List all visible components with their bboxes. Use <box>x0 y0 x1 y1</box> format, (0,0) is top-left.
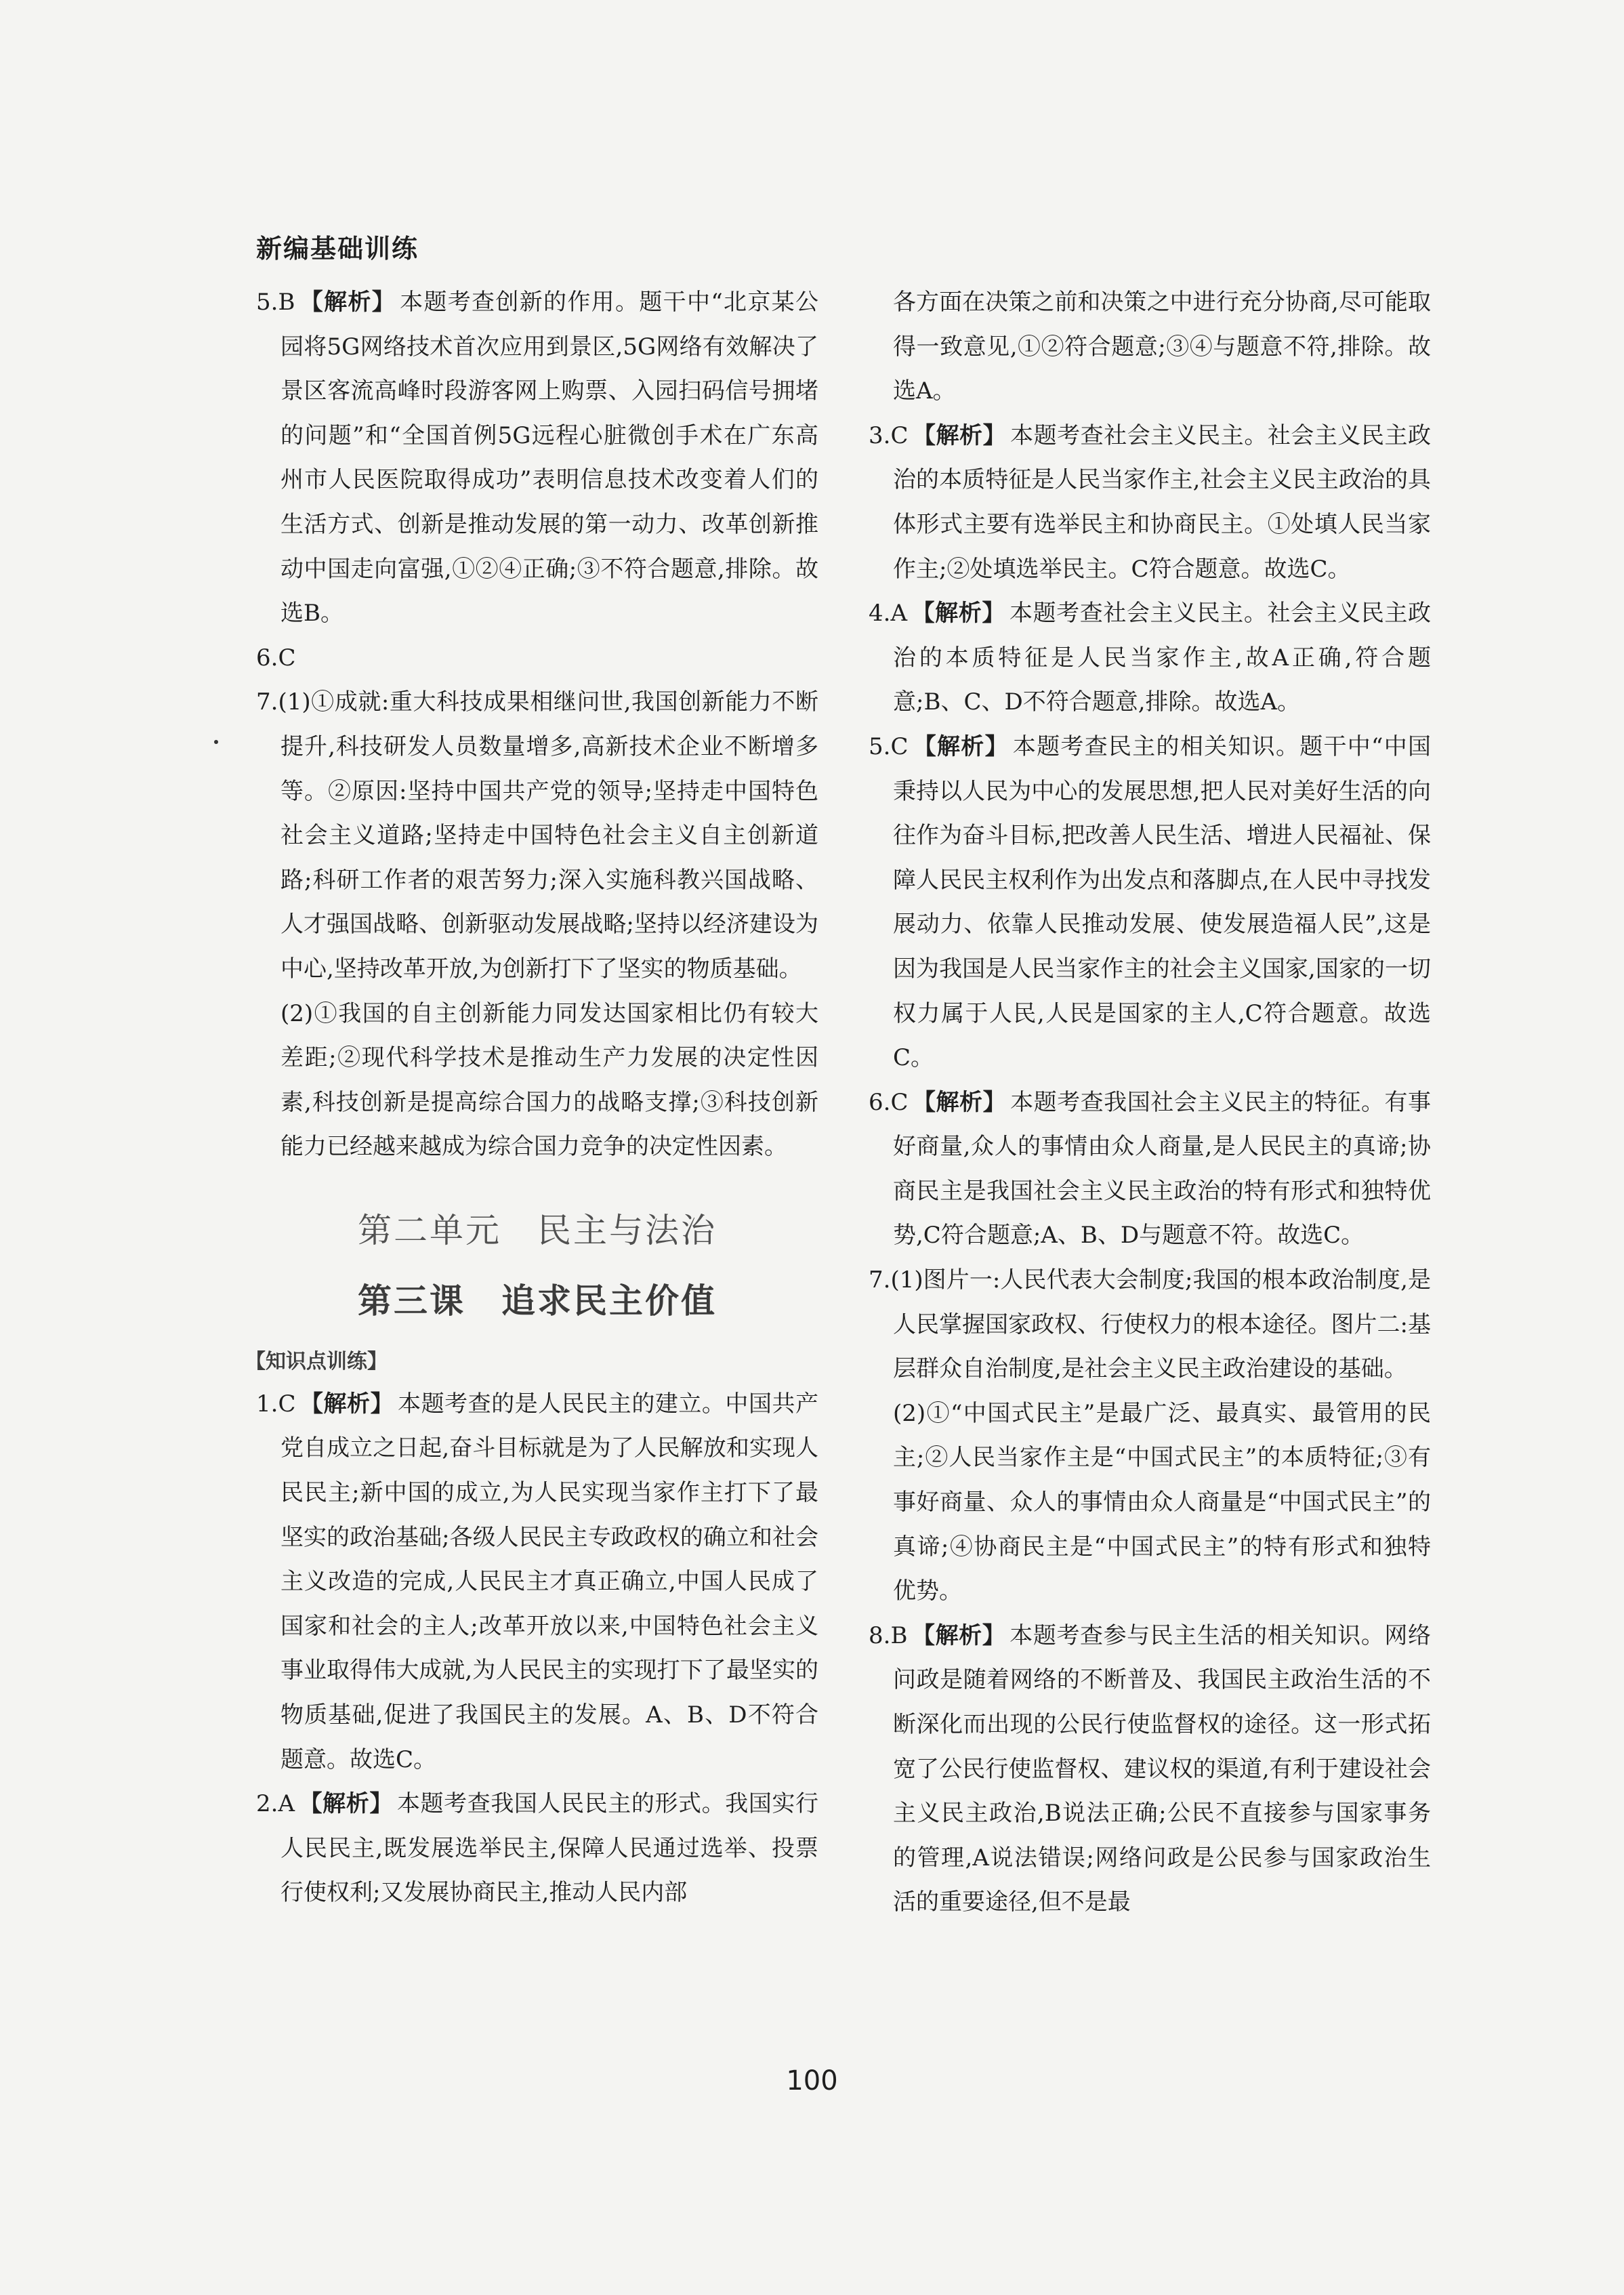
answer-item: 1.C 【解析】 本题考查的是人民民主的建立。中国共产党自成立之日起,奋斗目标就是为了人民解放和实现人民民主;新中国的成立,为人民实现当家作主打下了最坚实的政治基础;各级人民民主专政政权的确立和社会主义改造的完成,人民民主才真正确立,中国人民成了国家和社会的主人;改革开放以来,中国特色社会主义事业取得伟大成就,为人民民主的实现打下了最坚实的物质基础,促进了我国民主的发展。A、B、D不符合题意。故选C。 <box>256 1390 819 1773</box>
answer-item: 5.B 【解析】 本题考查创新的作用。题干中“北京某公园将5G网络技术首次应用到景区,5G网络有效解决了景区客流高峰时段游客网上购票、入园扫码信号拥堵的问题”和“全国首例5G远程心脏微创手术在广东高州市人民医院取得成功”表明信息技术改变着人们的生活方式、创新是推动发展的第一动力、改革创新推动中国走向富强,①②④正确;③不符合题意,排除。故选B。 <box>256 289 819 627</box>
answer-item: 7.(1)①成就:重大科技成果相继问世,我国创新能力不断提升,科技研发人员数量增多,高新技术企业不断增多等。②原因:坚持中国共产党的领导;坚持走中国特色社会主义道路;坚持走中国特色社会主义自主创新道路;科研工作者的艰苦努力;深入实施科教兴国战略、人才强国战略、创新驱动发展战略;坚持以经济建设为中心,坚持改革开放,为创新打下了坚实的物质基础。 <box>256 688 818 983</box>
right-column <box>869 281 1431 1925</box>
answer-item: 6.C 【解析】 本题考查我国社会主义民主的特征。有事好商量,众人的事情由众人商量,是人民民主的真谛;协商民主是我国社会主义民主政治的特有形式和独特优势,C符合题意;A、B、D与题意不符。故选C。 <box>869 1088 1432 1249</box>
section-heading: 新编基础训练 <box>256 234 419 264</box>
answer-subitem: (2)①我国的自主创新能力同发达国家相比仍有较大差距;②现代科学技术是推动生产力发展的决定性因素,科技创新是提高综合国力的战略支撑;③科技创新能力已经越来越成为综合国力竞争的决定性因素。 <box>280 999 818 1161</box>
answer-continuation: 各方面在决策之前和决策之中进行充分协商,尽可能取得一致意见,①②符合题意;③④与题意不符,排除。故选A。 <box>893 289 1431 405</box>
answer-item: 6.C <box>256 644 296 671</box>
answer-item: 8.B 【解析】 本题考查参与民主生活的相关知识。网络问政是随着网络的不断普及、我国民主政治生活的不断深化而出现的公民行使监督权的途径。这一形式拓宽了公民行使监督权、建议权的渠道,有利于建设社会主义民主政治,B说法正确;公民不直接参与国家事务的管理,A说法错误;网络问政是公民参与国家政治生活的重要途径,但不是最 <box>869 1621 1432 1916</box>
unit-title: 第二单元 民主与法治 <box>358 1210 717 1250</box>
answer-subitem: (2)①“中国式民主”是最广泛、最真实、最管用的民主;②人民当家作主是“中国式民主”的本质特征;③有事好商量、众人的事情由众人商量是“中国式民主”的真谛;④协商民主是“中国式民主”的特有形式和独特优势。 <box>893 1399 1431 1605</box>
answer-item: 3.C 【解析】 本题考查社会主义民主。社会主义民主政治的本质特征是人民当家作主,社会主义民主政治的具体形式主要有选举民主和协商民主。①处填人民当家作主;②处填选举民主。C符合题意。故选C。 <box>869 421 1432 583</box>
margin-mark <box>214 740 218 744</box>
lesson-title: 第三课 追求民主价值 <box>358 1280 717 1321</box>
answer-item: 4.A 【解析】 本题考查社会主义民主。社会主义民主政治的本质特征是人民当家作主,故A正确,符合题意;B、C、D不符合题意,排除。故选A。 <box>869 600 1432 716</box>
answer-item: 5.C 【解析】 本题考查民主的相关知识。题干中“中国秉持以人民为中心的发展思想,把人民对美好生活的向往作为奋斗目标,把改善人民生活、增进人民福祉、保障人民民主权利作为出发点和落脚点,在人民中寻找发展动力、依靠人民推动发展、使发展造福人民”,这是因为我国是人民当家作主的社会主义国家,国家的一切权力属于人民,人民是国家的主人,C符合题意。故选C。 <box>869 732 1432 1072</box>
answer-item: 7.(1)图片一:人民代表大会制度;我国的根本政治制度,是人民掌握国家政权、行使权力的根本途径。图片二:基层群众自治制度,是社会主义民主政治建设的基础。 <box>869 1266 1431 1383</box>
knowledge-label: 【知识点训练】 <box>245 1349 388 1373</box>
answer-item: 2.A 【解析】 本题考查我国人民民主的形式。我国实行人民民主,既发展选举民主,保障人民通过选举、投票行使权利;又发展协商民主,推动人民内部 <box>256 1790 819 1907</box>
left-column <box>245 281 819 1916</box>
page-number: 100 <box>786 2065 838 2096</box>
